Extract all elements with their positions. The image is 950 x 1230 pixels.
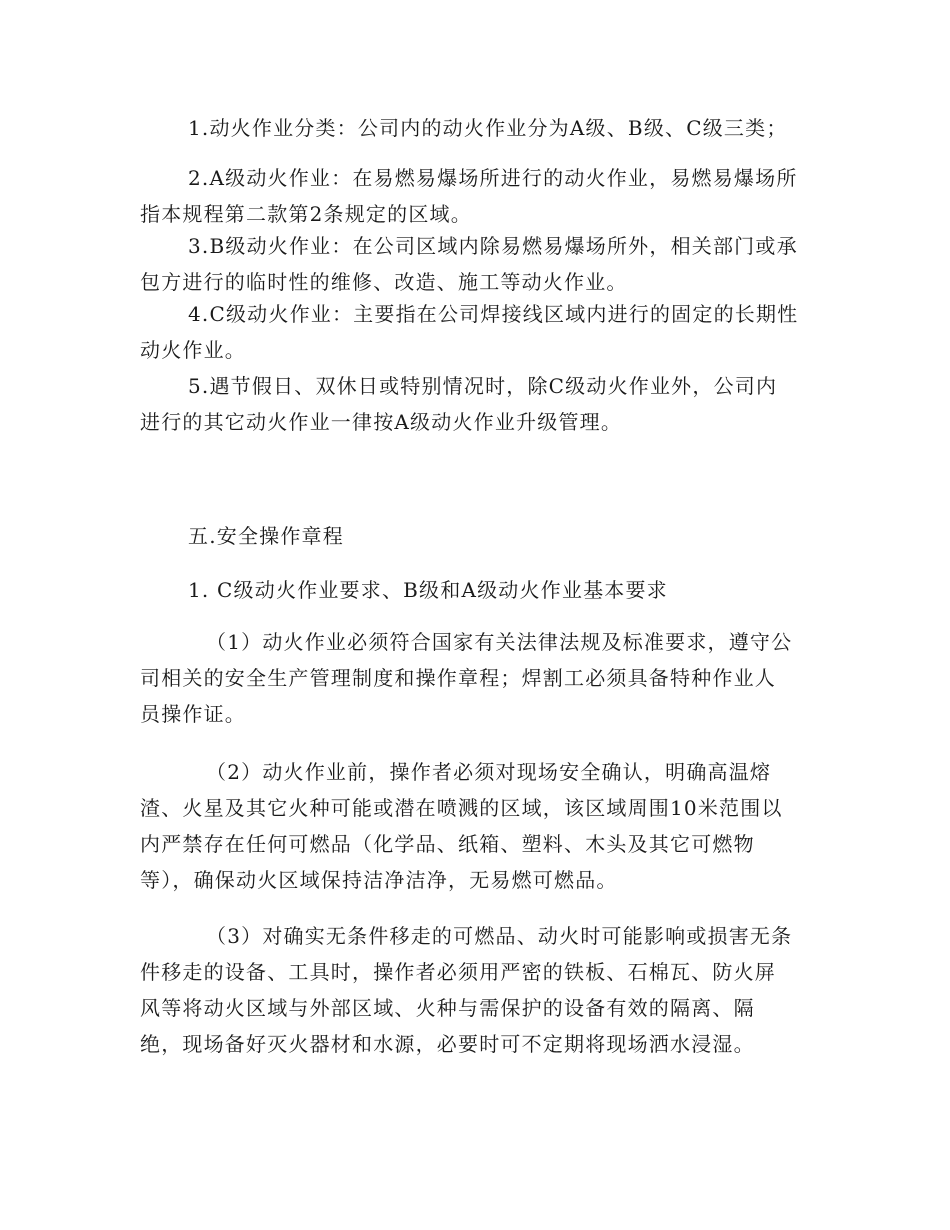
text-line: 指本规程第二款第2条规定的区域。	[140, 202, 472, 226]
text-line: 包方进行的临时性的维修、改造、施工等动火作业。	[140, 270, 628, 294]
text-line: 绝，现场备好灭火器材和水源，必要时可不定期将现场洒水浸湿。	[140, 1032, 755, 1056]
text-line: 内严禁存在任何可燃品（化学品、纸箱、塑料、木头及其它可燃物	[140, 832, 755, 856]
subsection-heading	[140, 572, 812, 608]
paragraph-holidays	[140, 368, 812, 440]
section-title: 五.安全操作章程	[188, 524, 344, 548]
paragraph-a-level	[140, 160, 812, 232]
text-line: 等），确保动火区域保持洁净洁净，无易燃可燃品。	[140, 868, 618, 892]
text-line: 渣、火星及其它火种可能或潜在喷溅的区域，该区域周围10米范围以	[140, 796, 783, 820]
text-line: 员操作证。	[140, 702, 246, 726]
text-line: 件移走的设备、工具时，操作者必须用严密的铁板、石棉瓦、防火屏	[140, 960, 776, 984]
text-line: 动火作业。	[140, 338, 246, 362]
text-line: （2）动火作业前，操作者必须对现场安全确认，明确高温熔	[206, 760, 772, 784]
text-line: 司相关的安全生产管理制度和操作章程；焊割工必须具备特种作业人	[140, 666, 776, 690]
text-line: 2.A级动火作业：在易燃易爆场所进行的动火作业，易燃易爆场所	[188, 166, 798, 190]
text-line: 风等将动火区域与外部区域、火种与需保护的设备有效的隔离、隔	[140, 996, 755, 1020]
section-heading-safety	[140, 518, 812, 554]
text-line: （1）动火作业必须符合国家有关法律法规及标准要求，遵守公	[206, 630, 793, 654]
subsection-title: 1. C级动火作业要求、B级和A级动火作业基本要求	[188, 578, 668, 602]
paragraph-classification	[140, 110, 812, 146]
text-line: 4.C级动火作业：主要指在公司焊接线区域内进行的固定的长期性	[188, 302, 799, 326]
text-line: 1.动火作业分类：公司内的动火作业分为A级、B级、C级三类；	[188, 116, 788, 140]
text-line: 5.遇节假日、双休日或特别情况时，除C级动火作业外，公司内	[188, 374, 778, 398]
text-line: 进行的其它动火作业一律按A级动火作业升级管理。	[140, 410, 623, 434]
paragraph-b-level	[140, 228, 812, 300]
requirement-3	[140, 918, 812, 1062]
text-line: 3.B级动火作业：在公司区域内除易燃易爆场所外，相关部门或承	[188, 234, 798, 258]
text-line: （3）对确实无条件移走的可燃品、动火时可能影响或损害无条	[206, 924, 793, 948]
requirement-1	[140, 624, 812, 732]
paragraph-c-level	[140, 296, 812, 368]
requirement-2	[140, 754, 812, 898]
